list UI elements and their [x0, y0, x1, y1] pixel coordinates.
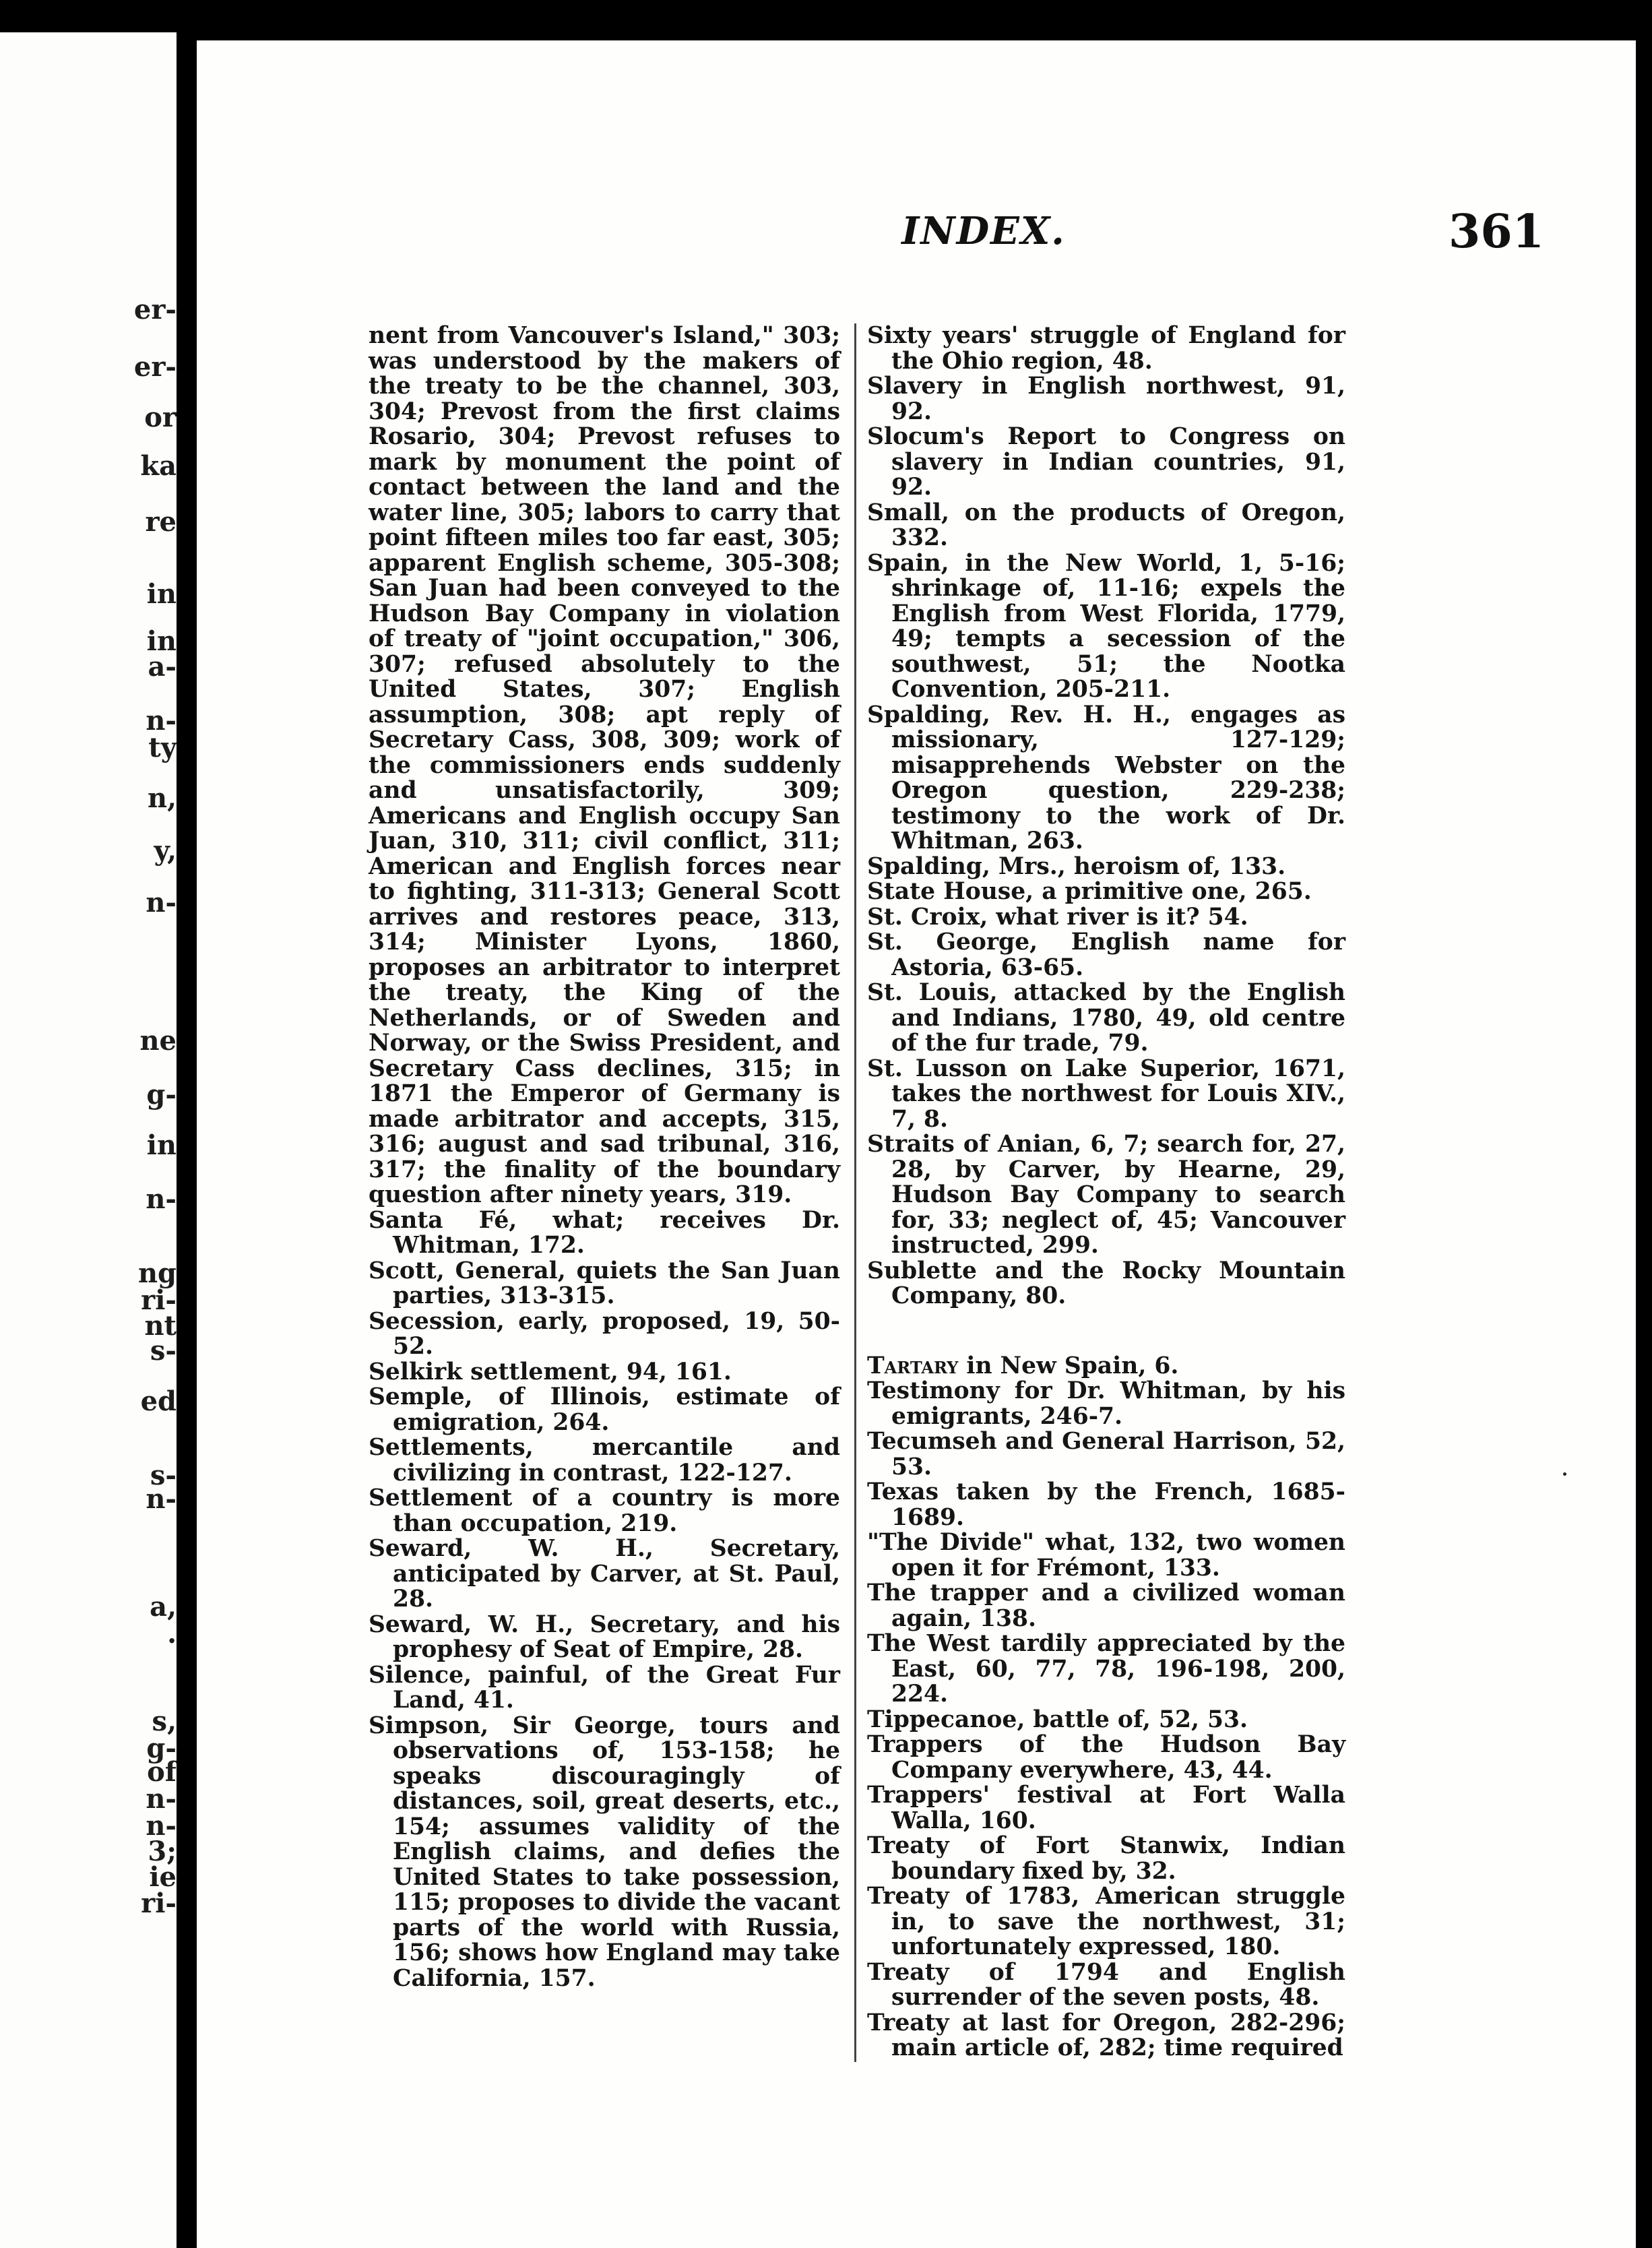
- index-entry: [867, 1354, 1345, 1379]
- previous-page-fragment: ed: [140, 1385, 177, 1417]
- previous-page-fragment: 3;: [148, 1836, 177, 1867]
- previous-page-fragment: y,: [154, 835, 177, 867]
- index-entry: Sixty years' struggle of England for the Ohio region, 48.: [867, 322, 1345, 375]
- previous-page-fragment: in: [146, 578, 177, 610]
- index-entry: Treaty of Fort Stanwix, Indian boundary fixed by, 32.: [867, 1832, 1345, 1885]
- index-entry: Testimony for Dr. Whitman, by his emigrants, 246-7.: [867, 1377, 1345, 1430]
- previous-page-fragment: nt: [144, 1310, 177, 1342]
- previous-page-fragment: n-: [146, 1483, 177, 1515]
- page-number: 361: [1449, 205, 1544, 259]
- index-entry: State House, a primitive one, 265.: [867, 878, 1312, 905]
- previous-page-fragment: in: [146, 1129, 177, 1161]
- previous-page-fragment: s-: [150, 1460, 177, 1491]
- index-entry: Semple, of Illinois, estimate of emigration, 264.: [369, 1383, 840, 1436]
- index-entry: Simpson, Sir George, tours and observations of, 153-158; he speaks discouragingly of distances, soil, great deserts, etc., 154; assumes validity of the English claims, and defies the United States to take possession, 115; proposes to divide the vacant parts of the world with Russia, 156; shows how England may take California, 157.: [369, 1712, 840, 1992]
- index-entry: Santa Fé, what; receives Dr. Whitman, 172.: [369, 1206, 840, 1259]
- index-entry: Small, on the products of Oregon, 332.: [867, 499, 1345, 551]
- previous-page-fragment: n-: [146, 1183, 177, 1215]
- index-entry: Seward, W. H., Secretary, and his prophesy of Seat of Empire, 28.: [369, 1611, 840, 1663]
- index-entry: Silence, painful, of the Great Fur Land, 41.: [369, 1661, 840, 1714]
- index-column-right: [867, 323, 1345, 2061]
- index-entry: nent from Vancouver's Island," 303; was understood by the makers of the treaty to be the channel, 303, 304; Prevost from the first claims Rosario, 304; Prevost refuses to mark by monument the point of contact between the land and the water line, 305; labors to carry that point fifteen miles too far east, 305; apparent English scheme, 305-308; San Juan had been conveyed to the Hudson Bay Company in violation of treaty of "joint occupation," 306, 307; refused absolutely to the United States, 307; English assumption, 308; apt reply of Secretary Cass, 308, 309; work of the commissioners ends suddenly and unsatisfactorily, 309; Americans and English occupy San Juan, 310, 311; civil conflict, 311; American and English forces near to fighting, 311-313; General Scott arrives and restores peace, 313, 314; Minister Lyons, 1860, proposes an arbitrator to interpret the treaty, the King of the Netherlands, or of Sweden and Norway, or the Swiss President, and Secretary Cass declines, 315; in 1871 the Emperor of Germany is made arbitrator and accepts, 315, 316; august and sad tribunal, 316, 317; the finality of the boundary question after ninety years, 319.: [369, 322, 840, 1208]
- previous-page-fragment: ka: [140, 450, 177, 482]
- previous-page-fragment: n-: [146, 705, 177, 737]
- previous-page-fragment: g-: [146, 1079, 177, 1111]
- index-entry: The West tardily appreciated by the East, 60, 77, 78, 196-198, 200, 224.: [867, 1630, 1345, 1708]
- index-entry: Straits of Anian, 6, 7; search for, 27, 28, by Carver, by Hearne, 29, Hudson Bay Company to search for, 33; neglect of, 45; Vancouver instructed, 299.: [867, 1131, 1345, 1259]
- index-entry: Treaty at last for Oregon, 282-296; main article of, 282; time required: [867, 2009, 1345, 2061]
- previous-page-fragment: n-: [146, 1783, 177, 1815]
- index-entry: Seward, W. H., Secretary, anticipated by Carver, at St. Paul, 28.: [369, 1535, 840, 1613]
- previous-page-fragment: ne: [139, 1025, 177, 1057]
- index-entry: Spalding, Mrs., heroism of, 133.: [867, 852, 1286, 880]
- index-entry-smallcaps: Tartary: [867, 1352, 959, 1379]
- previous-page-fragment: ty: [148, 732, 177, 763]
- previous-page-fragment: ri-: [141, 1887, 177, 1919]
- index-entry: St. George, English name for Astoria, 63-65.: [867, 929, 1345, 981]
- index-entry: Tippecanoe, battle of, 52, 53.: [867, 1706, 1248, 1733]
- index-entry: Tecumseh and General Harrison, 52, 53.: [867, 1428, 1345, 1480]
- index-entry: Sublette and the Rocky Mountain Company, 80.: [867, 1257, 1345, 1309]
- previous-page-fragment: a-: [148, 651, 177, 683]
- previous-page-fragment: s-: [150, 1335, 177, 1367]
- previous-page-edge: [0, 32, 177, 2248]
- index-entry: Scott, General, quiets the San Juan parties, 313-315.: [369, 1257, 840, 1309]
- index-entry: Secession, early, proposed, 19, 50-52.: [369, 1307, 840, 1360]
- index-column-left: [369, 323, 840, 1991]
- previous-page-fragment: re: [145, 506, 177, 538]
- previous-page-fragment: g-: [146, 1732, 177, 1764]
- previous-page-fragment: n-: [146, 1810, 177, 1842]
- previous-page-fragment: er-: [133, 294, 177, 325]
- index-entry: Slocum's Report to Congress on slavery in Indian countries, 91, 92.: [867, 423, 1345, 501]
- print-speck: [1563, 1472, 1566, 1476]
- book-gutter: [177, 0, 197, 2248]
- previous-page-fragment: ie: [149, 1861, 177, 1893]
- previous-page-fragment: ri-: [141, 1284, 177, 1316]
- index-entry: Slavery in English northwest, 91, 92.: [867, 373, 1345, 425]
- index-page: [197, 40, 1636, 2248]
- index-entry: Spalding, Rev. H. H., engages as missionary, 127-129; misapprehends Webster on the Oregon question, 229-238; testimony to the work of Dr. Whitman, 263.: [867, 701, 1345, 854]
- previous-page-fragment: n,: [147, 782, 177, 814]
- index-entry: St. Croix, what river is it? 54.: [867, 903, 1248, 931]
- index-entry: Texas taken by the French, 1685-1689.: [867, 1478, 1345, 1531]
- index-entry: Trappers' festival at Fort Walla Walla, 160.: [867, 1782, 1345, 1834]
- index-entry: Selkirk settlement, 94, 161.: [369, 1358, 732, 1385]
- index-entry: Treaty of 1794 and English surrender of the seven posts, 48.: [867, 1958, 1345, 2011]
- index-entry: "The Divide" what, 132, two women open it for Frémont, 133.: [867, 1529, 1345, 1582]
- index-entry: The trapper and a civilized woman again, 138.: [867, 1580, 1345, 1632]
- index-entry: St. Lusson on Lake Superior, 1671, takes the northwest for Louis XIV., 7, 8.: [867, 1055, 1345, 1133]
- running-head: INDEX.: [901, 209, 1066, 253]
- previous-page-fragment: of: [147, 1756, 177, 1788]
- previous-page-fragment: or: [144, 402, 177, 433]
- previous-page-fragment: .: [167, 1618, 177, 1650]
- index-entry: Spain, in the New World, 1, 5-16; shrinkage of, 11-16; expels the English from West Florida, 1779, 49; tempts a secession of the southwest, 51; the Nootka Convention, 205-211.: [867, 549, 1345, 703]
- index-entry: Settlement of a country is more than occupation, 219.: [369, 1485, 840, 1537]
- previous-page-fragment: s,: [152, 1706, 177, 1737]
- index-entry: Treaty of 1783, American struggle in, to save the northwest, 31; unfortunately expressed, 180.: [867, 1883, 1345, 1960]
- page-edge-shadow: [1636, 40, 1652, 2248]
- index-entry: St. Louis, attacked by the English and Indians, 1780, 49, old centre of the fur trade, 79.: [867, 979, 1345, 1057]
- column-rule: [854, 323, 856, 2062]
- previous-page-fragment: in: [146, 625, 177, 657]
- previous-page-fragment: a,: [150, 1591, 177, 1623]
- index-entry: Trappers of the Hudson Bay Company everywhere, 43, 44.: [867, 1731, 1345, 1784]
- previous-page-fragment: n-: [146, 887, 177, 918]
- index-entry: Settlements, mercantile and civilizing in contrast, 122-127.: [369, 1434, 840, 1487]
- previous-page-fragment: er-: [133, 351, 177, 383]
- previous-page-fragment: ng: [137, 1257, 177, 1289]
- index-entry-text: in New Spain, 6.: [958, 1352, 1179, 1379]
